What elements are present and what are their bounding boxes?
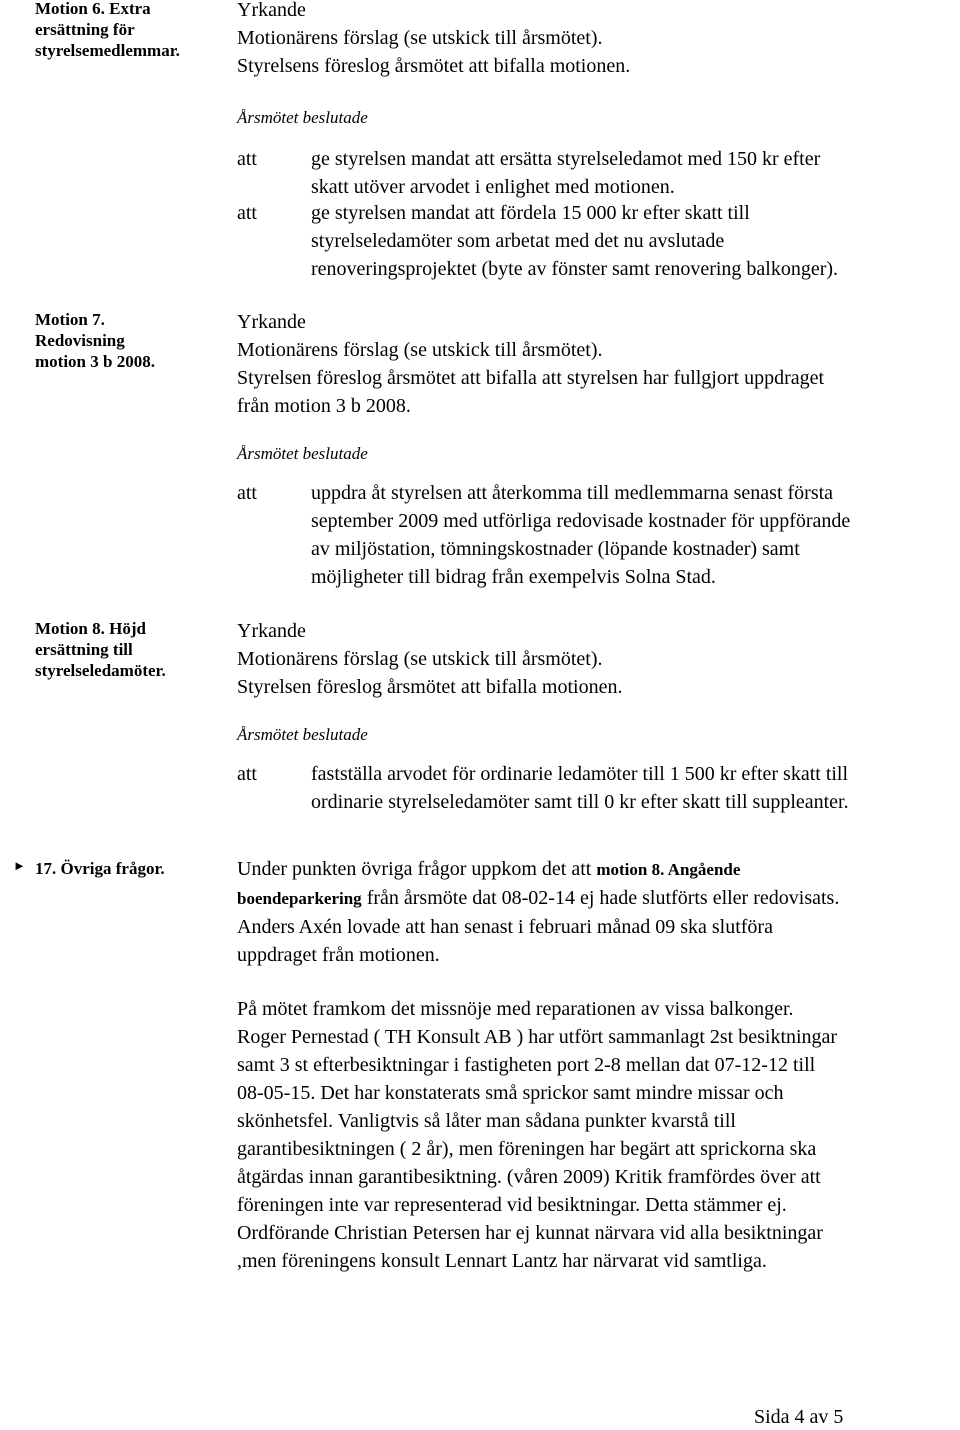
motion7-yrkande: Yrkande Motionärens förslag (se utskick till årsmötet). Styrelsen föreslog årsmötet att bifalla att styrelsen har fullgjort uppdraget från motion 3 b 2008. [237,311,825,417]
motion6-yrkande: Yrkande Motionärens förslag (se utskick till årsmötet). Styrelsens föreslog årsmötet att bifalla motionen. [237,0,631,77]
arrow-icon: ► [13,858,26,873]
motion6-beslut-heading: Årsmötet beslutade [237,108,368,127]
att-label: att [237,148,257,170]
motion8-yrkande: Yrkande Motionärens förslag (se utskick till årsmötet). Styrelsen föreslog årsmötet att bifalla motionen. [237,620,623,698]
att-label: att [237,482,257,504]
motion6-decision-1: ge styrelsen mandat att ersätta styrelseledamot med 150 kr efter skatt utöver arvodet i enlighet med motionen. [311,148,821,198]
motion7-decision-1: uppdra åt styrelsen att återkomma till medlemmarna senast första september 2009 med utförliga redovisade kostnader för uppförande av miljöstation, tömningskostnader (löpande kostnader) samt möjligheter till bidrag från exempelvis Solna Stad. [311,482,851,588]
att-label: att [237,202,257,224]
section17-paragraph-2: På mötet framkom det missnöje med reparationen av vissa balkonger. Roger Pernestad ( TH Konsult AB ) har utfört sammanlagt 2st besiktningar samt 3 st efterbesiktningar i fastigheten port 2-8 mellan dat 07-12-12 till 08-05-15. Det har konstaterats små sprickor samt mindre missar och skönhetsfel. Vanligtvis så låter man sådana punkter kvarstå till garantibesiktningen ( 2 år), men föreningen har begärt att sprickorna ska åtgärdas innan garantibesiktning. (våren 2009) Kritik framfördes över att föreningen inte var representerad vid besiktningar. Detta stämmer ej. Ordförande Christian Petersen har ej kunnat närvara vid alla besiktningar ,men föreningens konsult Lennart Lantz har närvarat vid samtliga. [237,998,838,1272]
motion8-title: Motion 8. Höjd ersättning till styrelseledamöter. [35,619,166,680]
motion8-decision-1: fastställa arvodet för ordinarie ledamöter till 1 500 kr efter skatt till ordinarie styrelseledamöter samt till 0 kr efter skatt till suppleanter. [311,763,849,813]
motion7-beslut-heading: Årsmötet beslutade [237,444,368,463]
motion6-decision-2: ge styrelsen mandat att fördela 15 000 kr efter skatt till styrelseledamöter som arbetat med det nu avslutade renoveringsprojektet (byte av fönster samt renovering balkonger). [311,202,839,280]
motion7-title: Motion 7. Redovisning motion 3 b 2008. [35,310,155,371]
motion8-beslut-heading: Årsmötet beslutade [237,725,368,744]
section17-paragraph-1: Under punkten övriga frågor uppkom det att motion 8. Angående boendeparkering från årsmöte dat 08-02-14 ej hade slutförts eller redovisats. Anders Axén lovade att han senast i februari månad 09 ska slutföra uppdraget från motionen. [237,858,840,966]
att-label: att [237,763,257,785]
section17-heading: 17. Övriga frågor. [35,859,165,878]
motion6-title: Motion 6. Extra ersättning för styrelsemedlemmar. [35,0,180,60]
page-number: Sida 4 av 5 [754,1406,844,1428]
